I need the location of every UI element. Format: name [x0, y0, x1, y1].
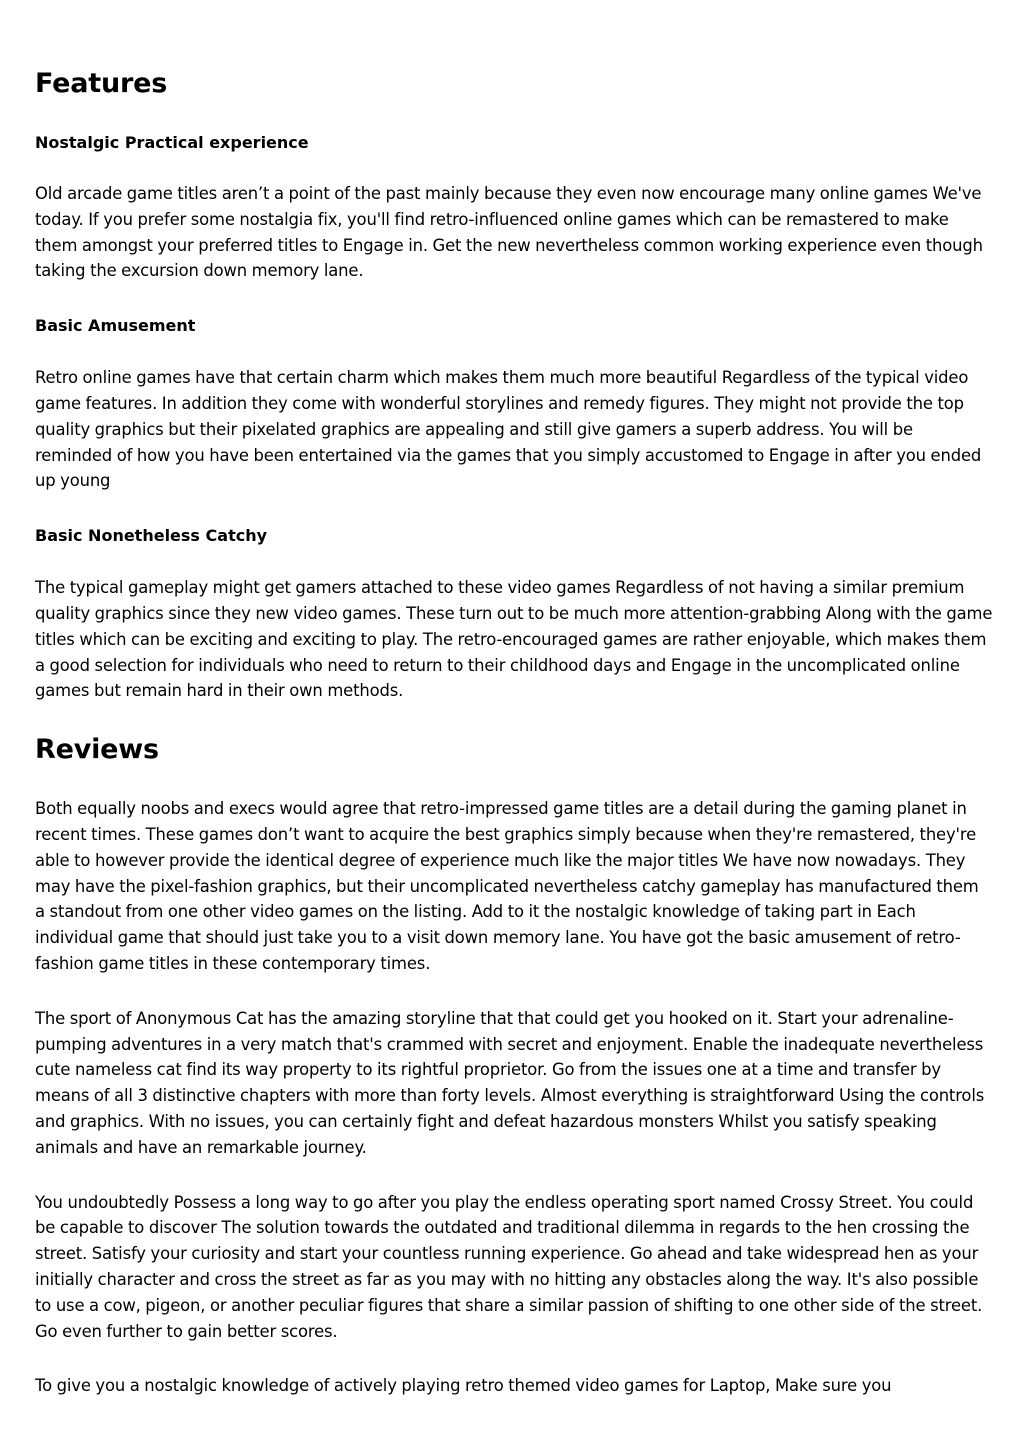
review-paragraph-retro-games: Both equally noobs and execs would agree that retro-impressed game titles are a detail during the gaming planet in recent times. These games don’t want to acquire the best graphics simply because when they're remastered, they're able to however provide the identical degree of experience much like the major titles We have now nowadays. They may have the pixel-fashion graphics, but their uncomplicated nevertheless catchy gameplay has manufactured them a standout from one other video games on the listing. Add to it the nostalgic knowledge of taking part in Each individual game that should just take you to a visit down memory lane. You have got the basic amusement of retro-fashion game titles in these contemporary times. — [35, 799, 979, 973]
review-paragraph-anonymous-cat: The sport of Anonymous Cat has the amazing storyline that that could get you hooked on it. Start your adrenaline-pumping adventures in a very match that's crammed with secret and enjoyment. Enable the inadequate nevertheless cute nameless cat find its way property to its rightful proprietor. Go from the issues one at a time and transfer by means of all 3 distinctive chapters with more than forty levels. Almost everything is straightforward Using the controls and graphics. With no issues, you can certainly fight and defeat hazardous monsters Whilst you satisfy speaking animals and have an remarkable journey. — [35, 1008, 985, 1157]
article — [35, 64, 993, 1428]
review-paragraph-crossy-street: You undoubtedly Possess a long way to go after you play the endless operating sport named Crossy Street. You could be capable to discover The solution towards the outdated and traditional dilemma in regards to the hen crossing the street. Satisfy your curiosity and start your countless running experience. Go ahead and take widespread hen as your initially character and cross the street as far as you may with no hitting any obstacles along the way. It's also possible to use a cow, pigeon, or another peculiar figures that share a similar passion of shifting to one other side of the street. Go even further to gain better scores. — [35, 1192, 983, 1341]
reviews-heading: Reviews — [35, 734, 159, 766]
paragraph-basic-catchy: The typical gameplay might get gamers attached to these video games Regardless of not having a similar premium quality graphics since they new video games. These turn out to be much more attention-grabbing Along with the game titles which can be exciting and exciting to play. The retro-encouraged games are rather enjoyable, which makes them a good selection for individuals who need to return to their childhood days and Engage in the uncomplicated online games but remain hard in their own methods. — [35, 578, 993, 701]
subheading-basic-amusement: Basic Amusement — [35, 316, 196, 336]
features-heading: Features — [35, 68, 168, 99]
paragraph-nostalgic-experience: Old arcade game titles aren’t a point of the past mainly because they even now encourage many online games We've today. If you prefer some nostalgia fix, you'll find retro-influenced online games which can be remastered to make them amongst your preferred titles to Engage in. Get the new nevertheless common working experience even though taking the excursion down memory lane. — [35, 184, 983, 281]
subheading-basic-catchy: Basic Nonetheless Catchy — [35, 526, 268, 546]
paragraph-basic-amusement: Retro online games have that certain charm which makes them much more beautiful Regardless of the typical video game features. In addition they come with wonderful storylines and remedy figures. They might not provide the top quality graphics but their pixelated graphics are appealing and still give gamers a superb address. You will be reminded of how you have been entertained via the games that you simply accustomed to Engage in after you ended up young — [35, 368, 982, 491]
review-paragraph-laptop: To give you a nostalgic knowledge of actively playing retro themed video games for Laptop, Make sure you — [35, 1376, 892, 1396]
subheading-nostalgic-experience: Nostalgic Practical experience — [35, 133, 309, 152]
